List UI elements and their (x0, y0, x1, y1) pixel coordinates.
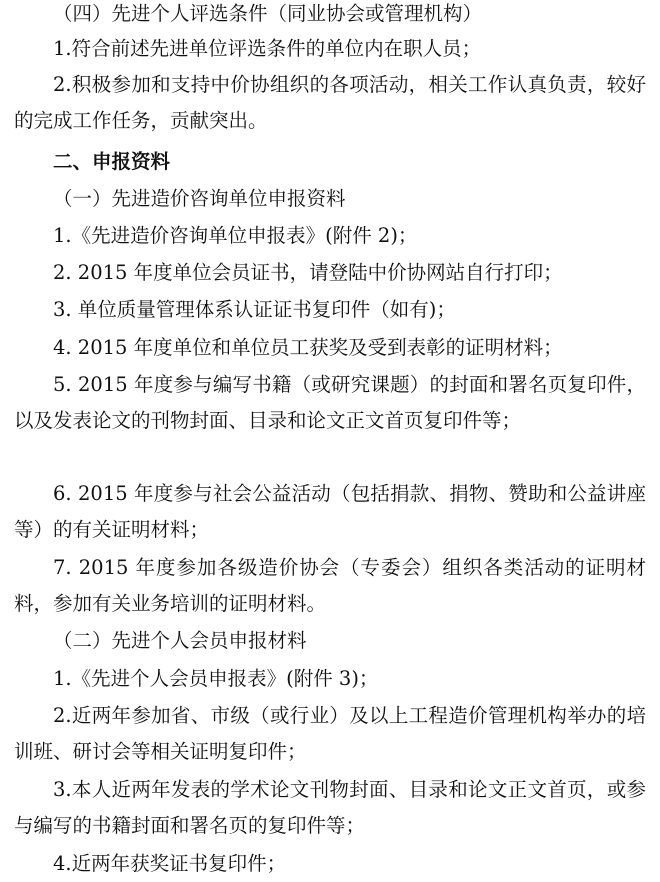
unit-material-item-4: 4. 2015 年度单位和单位员工获奖及受到表彰的证明材料； (53, 336, 563, 359)
unit-material-item-6: 6. 2015 年度参与社会公益活动（包括捐款、捐物、赞助和公益讲座等）的有关证明材料； (14, 482, 646, 541)
personal-material-item-2: 2.近两年参加省、市级（或行业）及以上工程造价管理机构举办的培训班、研讨会等相关证明复印件； (14, 704, 646, 763)
personal-material-item-1: 1.《先进个人会员申报表》(附件 3)； (53, 667, 379, 690)
unit-materials-heading: （一）先进造价咨询单位申报资料 (53, 187, 346, 210)
personal-materials-heading: （二）先进个人会员申报材料 (53, 629, 307, 652)
criteria-item-2: 2.积极参加和支持中价协组织的各项活动，相关工作认真负责，较好的完成工作任务，贡献突出。 (14, 73, 646, 132)
personal-material-item-4: 4.近两年获奖证书复印件； (53, 852, 287, 875)
section-four-heading: （四）先进个人评选条件（同业协会或管理机构） (53, 2, 483, 25)
unit-material-item-7: 7. 2015 年度参加各级造价协会（专委会）组织各类活动的证明材料，参加有关业务培训的证明材料。 (14, 556, 646, 615)
criteria-item-1: 1.符合前述先进单位评选条件的单位内在职人员； (53, 37, 482, 60)
unit-material-item-3: 3. 单位质量管理体系认证证书复印件（如有)； (53, 298, 456, 321)
unit-material-item-1: 1.《先进造价咨询单位申报表》(附件 2)； (53, 224, 418, 247)
personal-material-item-3: 3.本人近两年发表的学术论文刊物封面、目录和论文正文首页，或参与编写的书籍封面和署名页的复印件等； (14, 778, 646, 837)
unit-material-item-2: 2. 2015 年度单位会员证书，请登陆中价协网站自行打印； (53, 261, 563, 284)
section-two-title: 二、申报资料 (53, 150, 171, 173)
unit-material-item-5: 5. 2015 年度参与编写书籍（或研究课题）的封面和署名页复印件，以及发表论文的刊物封面、目录和论文正文首页复印件等； (14, 373, 646, 432)
